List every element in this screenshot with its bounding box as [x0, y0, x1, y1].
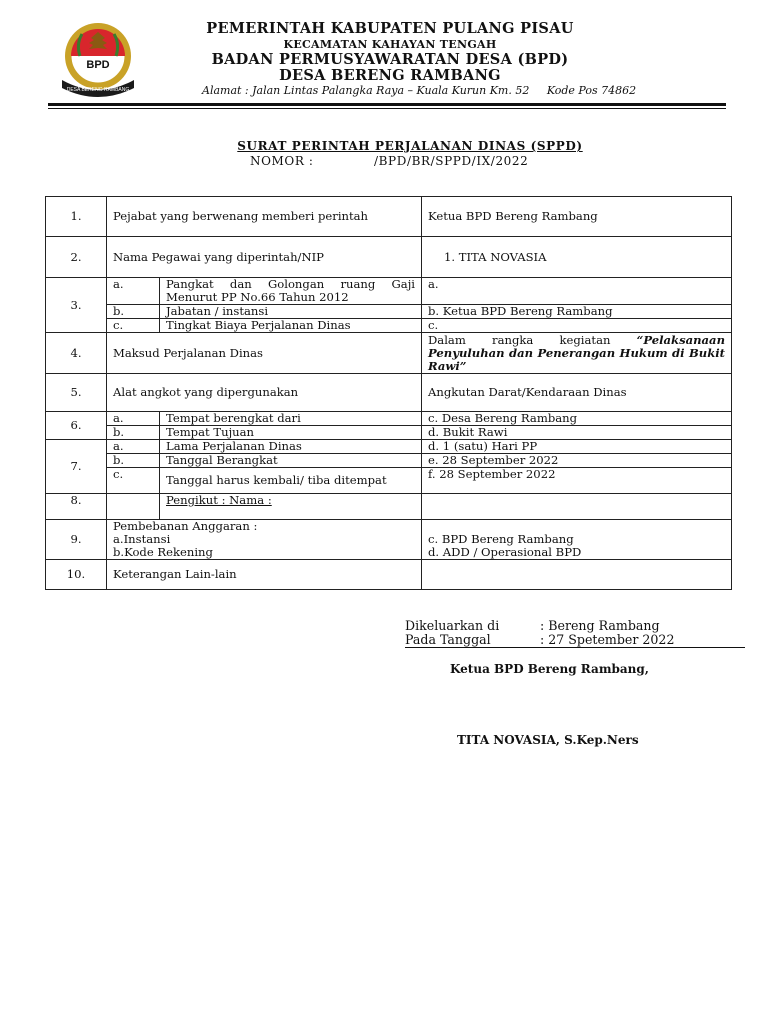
- sub-label: Tempat Tujuan: [160, 426, 422, 440]
- row-label: Alat angkot yang dipergunakan: [107, 374, 422, 412]
- row-value: Angkutan Darat/Kendaraan Dinas: [422, 374, 732, 412]
- row-label: [107, 520, 422, 560]
- row-value: 1. TITA NOVASIA: [422, 237, 732, 278]
- logo-banner-text: DESA BERENG RAMBANG: [66, 87, 130, 93]
- table-row: [46, 426, 732, 440]
- sub-letter: b.: [107, 426, 160, 440]
- header-line-1: PEMERINTAH KABUPATEN PULANG PISAU: [206, 20, 574, 37]
- sub-label: Tempat berengkat dari: [160, 412, 422, 426]
- table-row: [46, 278, 732, 305]
- row-number: 2.: [46, 237, 107, 278]
- table-row: [46, 197, 732, 237]
- header-line-4: DESA BERENG RAMBANG: [279, 67, 501, 84]
- table-row: [46, 237, 732, 278]
- nomor-value: /BPD/BR/SPPD/IX/2022: [373, 154, 529, 168]
- sub-letter: c.: [107, 319, 160, 333]
- postcode-text: Kode Pos 74862: [546, 84, 637, 97]
- row-number: 4.: [46, 333, 107, 374]
- nomor-label: NOMOR :: [250, 154, 314, 168]
- table-row: [46, 440, 732, 454]
- purpose-prefix: Dalam rangka kegiatan: [428, 333, 637, 347]
- table-row: [46, 494, 732, 520]
- row-number: 5.: [46, 374, 107, 412]
- issued-date-label: Pada Tanggal: [405, 632, 491, 647]
- budget-label: Pembebanan Anggaran :: [113, 519, 258, 533]
- header-address: [202, 84, 636, 97]
- row-number: 3.: [46, 278, 107, 333]
- budget-rekening-value: d. ADD / Operasional BPD: [428, 545, 582, 559]
- row-value: [422, 520, 732, 560]
- row-value: [422, 494, 732, 520]
- row-value: Ketua BPD Bereng Rambang: [422, 197, 732, 237]
- header-line-2: KECAMATAN KAHAYAN TENGAH: [283, 38, 497, 51]
- row-number: 8.: [46, 494, 107, 520]
- issued-place-label: Dikeluarkan di: [405, 618, 500, 633]
- table-row: [46, 333, 732, 374]
- sub-label: Tanggal Berangkat: [160, 454, 422, 468]
- sub-label: Pangkat dan Golongan ruang Gaji Menurut PP No.66 Tahun 2012: [160, 278, 422, 305]
- table-row: [46, 412, 732, 426]
- row-value: [422, 560, 732, 590]
- row-label: Keterangan Lain-lain: [107, 560, 422, 590]
- document-title: SURAT PERINTAH PERJALANAN DINAS (SPPD): [237, 139, 583, 153]
- budget-instansi-value: c. BPD Bereng Rambang: [428, 532, 574, 546]
- table-row: [46, 468, 732, 494]
- sub-value: e. 28 September 2022: [422, 454, 732, 468]
- table-row: [46, 454, 732, 468]
- header-rule-thin: [48, 108, 726, 109]
- sub-value: c. Desa Bereng Rambang: [422, 412, 732, 426]
- sub-letter: a.: [107, 278, 160, 305]
- row-label: Pejabat yang berwenang memberi perintah: [107, 197, 422, 237]
- row-label: [160, 494, 422, 520]
- sub-label: Lama Perjalanan Dinas: [160, 440, 422, 454]
- sub-value: d. Bukit Rawi: [422, 426, 732, 440]
- sppd-table: [45, 196, 732, 590]
- table-row: [46, 560, 732, 590]
- sub-value: a.: [422, 278, 732, 305]
- sub-letter: a.: [107, 412, 160, 426]
- header-rule-thick: [48, 103, 726, 106]
- row-value: [422, 333, 732, 374]
- purpose-activity: “Pelaksanaan Penyuluhan dan Penerangan Hukum di Bukit Rawi”: [428, 333, 725, 373]
- logo-text: BPD: [86, 59, 110, 71]
- signatory-name: TITA NOVASIA, S.Kep.Ners: [457, 733, 639, 747]
- sub-label: Tanggal harus kembali/ tiba ditempat: [160, 468, 422, 494]
- follower-label: Pengikut : Nama :: [166, 493, 272, 507]
- row-number: 6.: [46, 412, 107, 440]
- sub-label: Tingkat Biaya Perjalanan Dinas: [160, 319, 422, 333]
- issued-date-value: : 27 Spetember 2022: [540, 632, 675, 647]
- row-label: Nama Pegawai yang diperintah/NIP: [107, 237, 422, 278]
- row-number: 1.: [46, 197, 107, 237]
- sub-value: f. 28 September 2022: [422, 468, 732, 494]
- row-number: 7.: [46, 440, 107, 494]
- sub-letter: b.: [107, 454, 160, 468]
- issued-place-value: : Bereng Rambang: [540, 618, 660, 633]
- sub-value: d. 1 (satu) Hari PP: [422, 440, 732, 454]
- header-line-3: BADAN PERMUSYAWARATAN DESA (BPD): [211, 51, 569, 68]
- table-row: [46, 305, 732, 319]
- sub-value: c.: [422, 319, 732, 333]
- table-row: [46, 374, 732, 412]
- row-number: 9.: [46, 520, 107, 560]
- budget-rekening-label: b.Kode Rekening: [113, 545, 213, 559]
- address-text: Alamat : Jalan Lintas Palangka Raya – Kuala Kurun Km. 52: [202, 84, 530, 97]
- table-row: [46, 319, 732, 333]
- sub-letter: c.: [107, 468, 160, 494]
- sub-label: Jabatan / instansi: [160, 305, 422, 319]
- signatory-position: Ketua BPD Bereng Rambang,: [450, 662, 649, 676]
- row-label: Maksud Perjalanan Dinas: [107, 333, 422, 374]
- row-number: 10.: [46, 560, 107, 590]
- sub-letter: b.: [107, 305, 160, 319]
- table-row: [46, 520, 732, 560]
- budget-instansi-label: a.Instansi: [113, 532, 171, 546]
- sub-value: b. Ketua BPD Bereng Rambang: [422, 305, 732, 319]
- document-number: [250, 154, 528, 168]
- sub-letter: a.: [107, 440, 160, 454]
